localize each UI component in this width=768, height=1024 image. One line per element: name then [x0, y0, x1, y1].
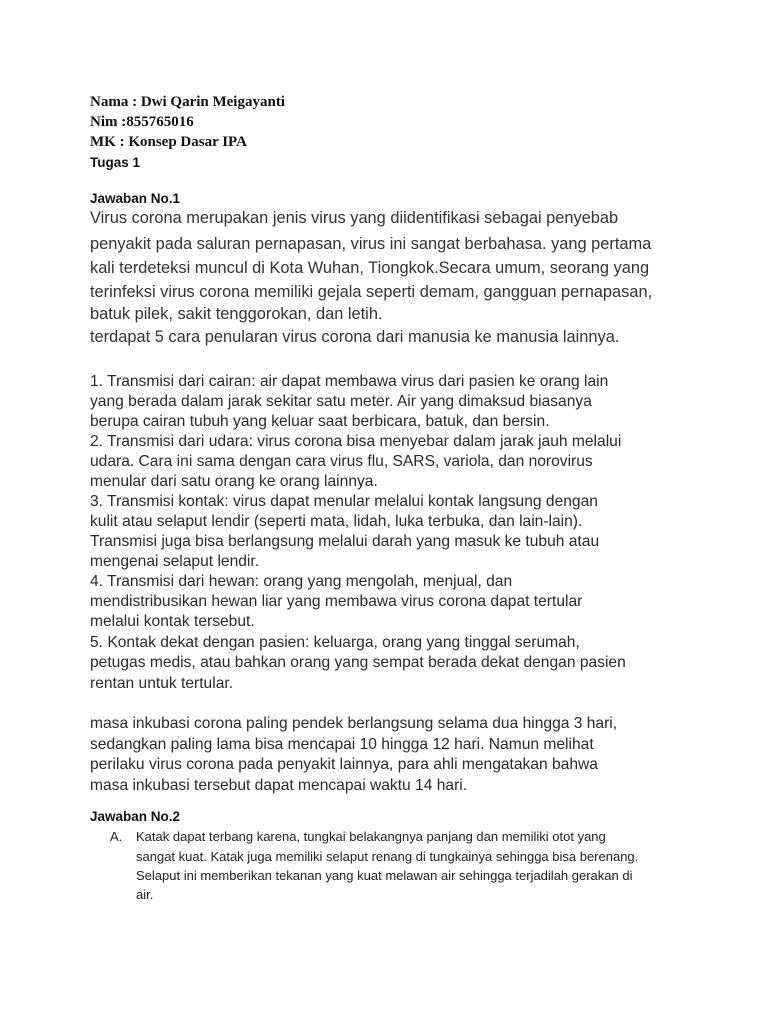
answer-2-heading: Jawaban No.2 [90, 809, 181, 824]
document-page [90, 0, 690, 1024]
transmission-line: mengenai selaput lendir. [90, 553, 260, 570]
transmission-line: melalui kontak tersebut. [90, 613, 255, 630]
transmission-line: berupa cairan tubuh yang keluar saat berbicara, batuk, dan bersin. [90, 413, 550, 430]
answer-1-intro-line: batuk pilek, sakit tenggorokan, dan letih. [90, 305, 383, 323]
answer-2-a-line: sangat kuat. Katak juga memiliki selaput renang di tungkainya sehingga bisa berenang. [136, 849, 639, 864]
answer-2-a-line: air. [136, 887, 154, 902]
incubation-line: perilaku virus corona pada penyakit lainnya, para ahli mengatakan bahwa [90, 756, 598, 773]
answer-1-intro-line: penyakit pada saluran pernapasan, virus ini sangat berbahasa. yang pertama [90, 235, 652, 253]
answer-1-intro-line: kali terdeteksi muncul di Kota Wuhan, Tiongkok.Secara umum, seorang yang [90, 259, 650, 277]
answer-1-intro-line: Virus corona merupakan jenis virus yang diidentifikasi sebagai penyebab [90, 209, 619, 227]
transmission-line: 5. Kontak dekat dengan pasien: keluarga, orang yang tinggal serumah, [90, 634, 580, 651]
student-nim: Nim :855765016 [90, 114, 194, 130]
incubation-line: sedangkan paling lama bisa mencapai 10 hingga 12 hari. Namun melihat [90, 736, 594, 753]
incubation-line: masa inkubasi corona paling pendek berlangsung selama dua hingga 3 hari, [90, 715, 618, 732]
transmission-line: mendistribusikan hewan liar yang membawa virus corona dapat tertular [90, 593, 583, 610]
assignment-title: Tugas 1 [90, 155, 141, 170]
transmission-line: kulit atau selaput lendir (seperti mata, lidah, luka terbuka, dan lain-lain). [90, 513, 583, 530]
transmission-line: menular dari satu orang ke orang lainnya. [90, 473, 378, 490]
incubation-line: masa inkubasi tersebut dapat mencapai waktu 14 hari. [90, 777, 468, 794]
transmission-line: Transmisi juga bisa berlangsung melalui darah yang masuk ke tubuh atau [90, 533, 600, 550]
transmission-line: rentan untuk tertular. [90, 675, 234, 692]
transmission-line: udara. Cara ini sama dengan cara virus flu, SARS, variola, dan norovirus [90, 453, 593, 470]
answer-1-intro-line: terinfeksi virus corona memiliki gejala seperti demam, gangguan pernapasan, [90, 283, 653, 301]
list-marker-a: A. [110, 829, 123, 844]
transmission-line: 3. Transmisi kontak: virus dapat menular melalui kontak langsung dengan [90, 493, 598, 510]
student-name: Nama : Dwi Qarin Meigayanti [90, 94, 285, 110]
transmission-line: yang berada dalam jarak sekitar satu meter. Air yang dimaksud biasanya [90, 393, 592, 410]
answer-1-heading: Jawaban No.1 [90, 191, 181, 206]
transmission-line: 2. Transmisi dari udara: virus corona bisa menyebar dalam jarak jauh melalui [90, 433, 622, 450]
transmission-line: 1. Transmisi dari cairan: air dapat membawa virus dari pasien ke orang lain [90, 373, 609, 390]
answer-2-a-line: Katak dapat terbang karena, tungkai belakangnya panjang dan memiliki otot yang [136, 829, 606, 844]
answer-1-summary: terdapat 5 cara penularan virus corona dari manusia ke manusia lainnya. [90, 328, 620, 346]
course-name: MK : Konsep Dasar IPA [90, 134, 247, 150]
transmission-line: 4. Transmisi dari hewan: orang yang mengolah, menjual, dan [90, 573, 513, 590]
answer-2-a-line: Selaput ini memberikan tekanan yang kuat melawan air sehingga terjadilah gerakan di [136, 868, 633, 883]
transmission-line: petugas medis, atau bahkan orang yang sempat berada dekat dengan pasien [90, 654, 626, 671]
